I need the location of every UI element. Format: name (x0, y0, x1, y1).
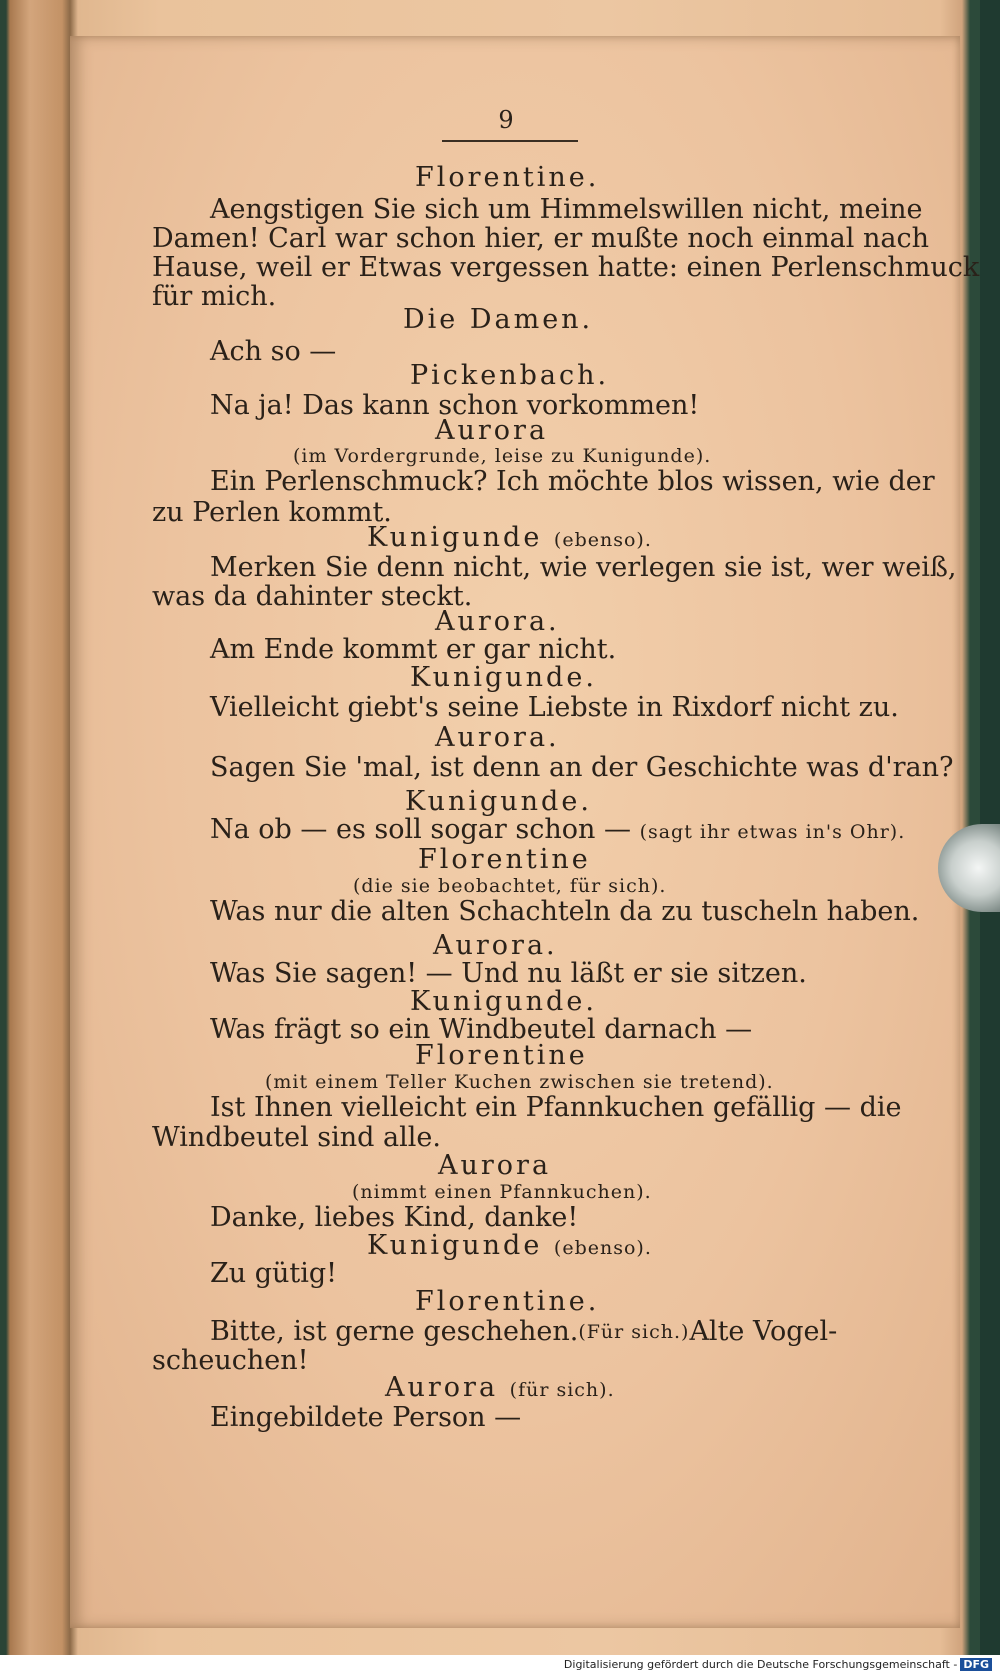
stage-direction: (für sich). (509, 1379, 615, 1401)
speech-line: Was nur die alten Schachteln da zu tuscheln haben. (210, 896, 920, 927)
speech-line: Merken Sie denn nicht, wie verlegen sie ist, wer weiß, (210, 552, 957, 583)
speech-line (210, 814, 905, 848)
speech-line: scheuchen! (152, 1345, 309, 1376)
speaker-name (367, 522, 652, 556)
speech-line: für mich. (152, 281, 277, 312)
speech-line: Danke, liebes Kind, danke! (210, 1202, 579, 1233)
speech-line: Aengstigen Sie sich um Himmelswillen nicht, meine (210, 194, 923, 225)
speaker-name (367, 1230, 652, 1264)
speech-line: Was frägt so ein Windbeutel darnach — (210, 1014, 753, 1045)
speech-text: Na ob — es soll sogar schon — (210, 814, 631, 845)
stage-direction: (ebenso). (553, 1237, 652, 1259)
speaker-name: Florentine (418, 844, 591, 875)
speech-text: Bitte, ist gerne geschehen. (210, 1316, 579, 1347)
credit-text: Digitalisierung gefördert durch die Deutsche Forschungsgemeinschaft - (563, 1658, 958, 1671)
speech-line: Zu gütig! (210, 1258, 338, 1289)
speech-line: Ein Perlenschmuck? Ich möchte blos wissen, wie der (210, 466, 935, 497)
speaker-name: Aurora. (433, 930, 558, 961)
speech-text-tail: Alte Vogel- (689, 1316, 838, 1347)
speech-line: Windbeutel sind alle. (152, 1122, 441, 1153)
speaker-name: Florentine. (415, 1286, 600, 1317)
page-number: 9 (498, 106, 514, 134)
speaker-name: Pickenbach. (410, 360, 610, 391)
speaker-name: Florentine (415, 1040, 588, 1071)
speech-line: Am Ende kommt er gar nicht. (210, 634, 617, 665)
stage-direction: (mit einem Teller Kuchen zwischen sie tretend). (265, 1071, 774, 1093)
speaker-name-text: Kunigunde (367, 522, 543, 553)
speech-line: Ist Ihnen vielleicht ein Pfannkuchen gefällig — die (210, 1092, 902, 1123)
speech-line: zu Perlen kommt. (152, 497, 392, 528)
speaker-name: Aurora (435, 415, 549, 446)
speech-line: Ach so — (210, 336, 337, 367)
speaker-name (385, 1372, 615, 1406)
speech-line: was da dahinter steckt. (152, 581, 473, 612)
speaker-name-text: Aurora (385, 1372, 499, 1403)
speech-line: Damen! Carl war schon hier, er mußte noch einmal nach (152, 223, 929, 254)
stage-direction: (nimmt einen Pfannkuchen). (352, 1181, 652, 1203)
stage-direction: (die sie beobachtet, für sich). (353, 875, 667, 897)
digitization-credit (564, 1658, 992, 1671)
stage-direction: (Für sich.) (578, 1321, 690, 1343)
speech-line: Eingebildete Person — (210, 1402, 522, 1433)
speaker-name-text: Kunigunde (367, 1230, 543, 1261)
speech-line: Vielleicht giebt's seine Liebste in Rixdorf nicht zu. (210, 692, 899, 723)
stage-direction: (ebenso). (553, 529, 652, 551)
speaker-name: Kunigunde. (405, 786, 592, 817)
speaker-name: Kunigunde. (410, 986, 597, 1017)
speaker-name: Kunigunde. (410, 662, 597, 693)
dfg-logo: DFG (960, 1658, 992, 1671)
page-number-rule (442, 140, 578, 142)
stage-direction: (sagt ihr etwas in's Ohr). (639, 821, 906, 843)
stage-direction: (im Vordergrunde, leise zu Kunigunde). (293, 445, 712, 467)
speaker-name: Florentine. (415, 162, 600, 193)
speaker-name: Aurora. (435, 606, 560, 637)
speech-line: Was Sie sagen! — Und nu läßt er sie sitzen. (210, 958, 807, 989)
speaker-name: Die Damen. (403, 304, 594, 335)
speech-line: Hause, weil er Etwas vergessen hatte: einen Perlenschmuck (152, 252, 980, 283)
speech-line: Na ja! Das kann schon vorkommen! (210, 390, 700, 421)
speech-line (210, 1316, 838, 1348)
speaker-name: Aurora. (435, 722, 560, 753)
speaker-name: Aurora (438, 1150, 552, 1181)
speech-line: Sagen Sie 'mal, ist denn an der Geschichte was d'ran? (210, 752, 954, 783)
